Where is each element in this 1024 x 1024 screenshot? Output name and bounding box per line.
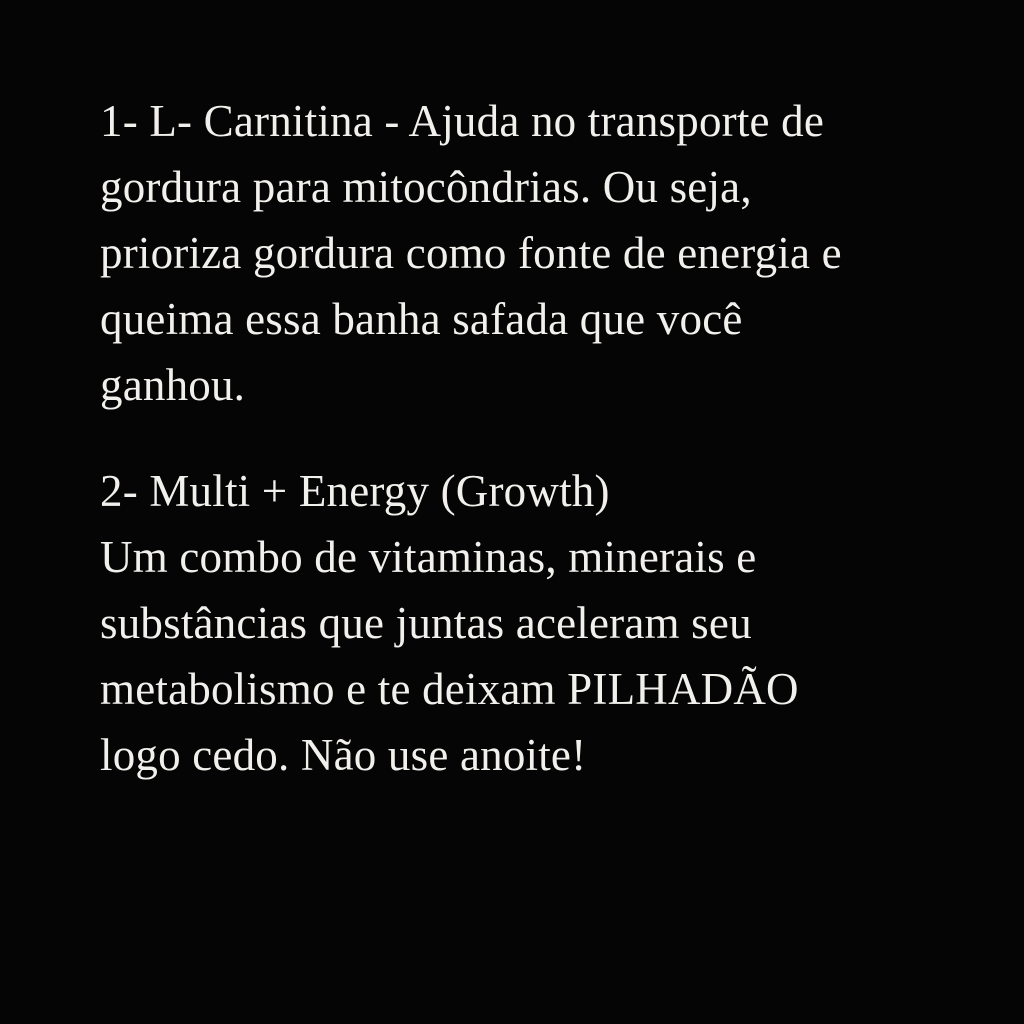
paragraph-line: metabolismo e te deixam PILHADÃO <box>100 664 799 714</box>
paragraph-line: prioriza gordura como fonte de energia e <box>100 228 842 278</box>
paragraph-item-1 <box>100 88 952 418</box>
paragraph-line: ganhou. <box>100 360 246 410</box>
paragraph-line: 1- L- Carnitina - Ajuda no transporte de <box>100 96 825 146</box>
paragraph-line: gordura para mitocôndrias. Ou seja, <box>100 162 752 212</box>
paragraph-line: substâncias que juntas aceleram seu <box>100 598 752 648</box>
paragraph-item-2 <box>100 458 952 788</box>
paragraph-line: queima essa banha safada que você <box>100 294 743 344</box>
text-content-block <box>100 88 952 788</box>
paragraph-line: 2- Multi + Energy (Growth) <box>100 466 610 516</box>
paragraph-line: logo cedo. Não use anoite! <box>100 730 587 780</box>
paragraph-line: Um combo de vitaminas, minerais e <box>100 532 757 582</box>
